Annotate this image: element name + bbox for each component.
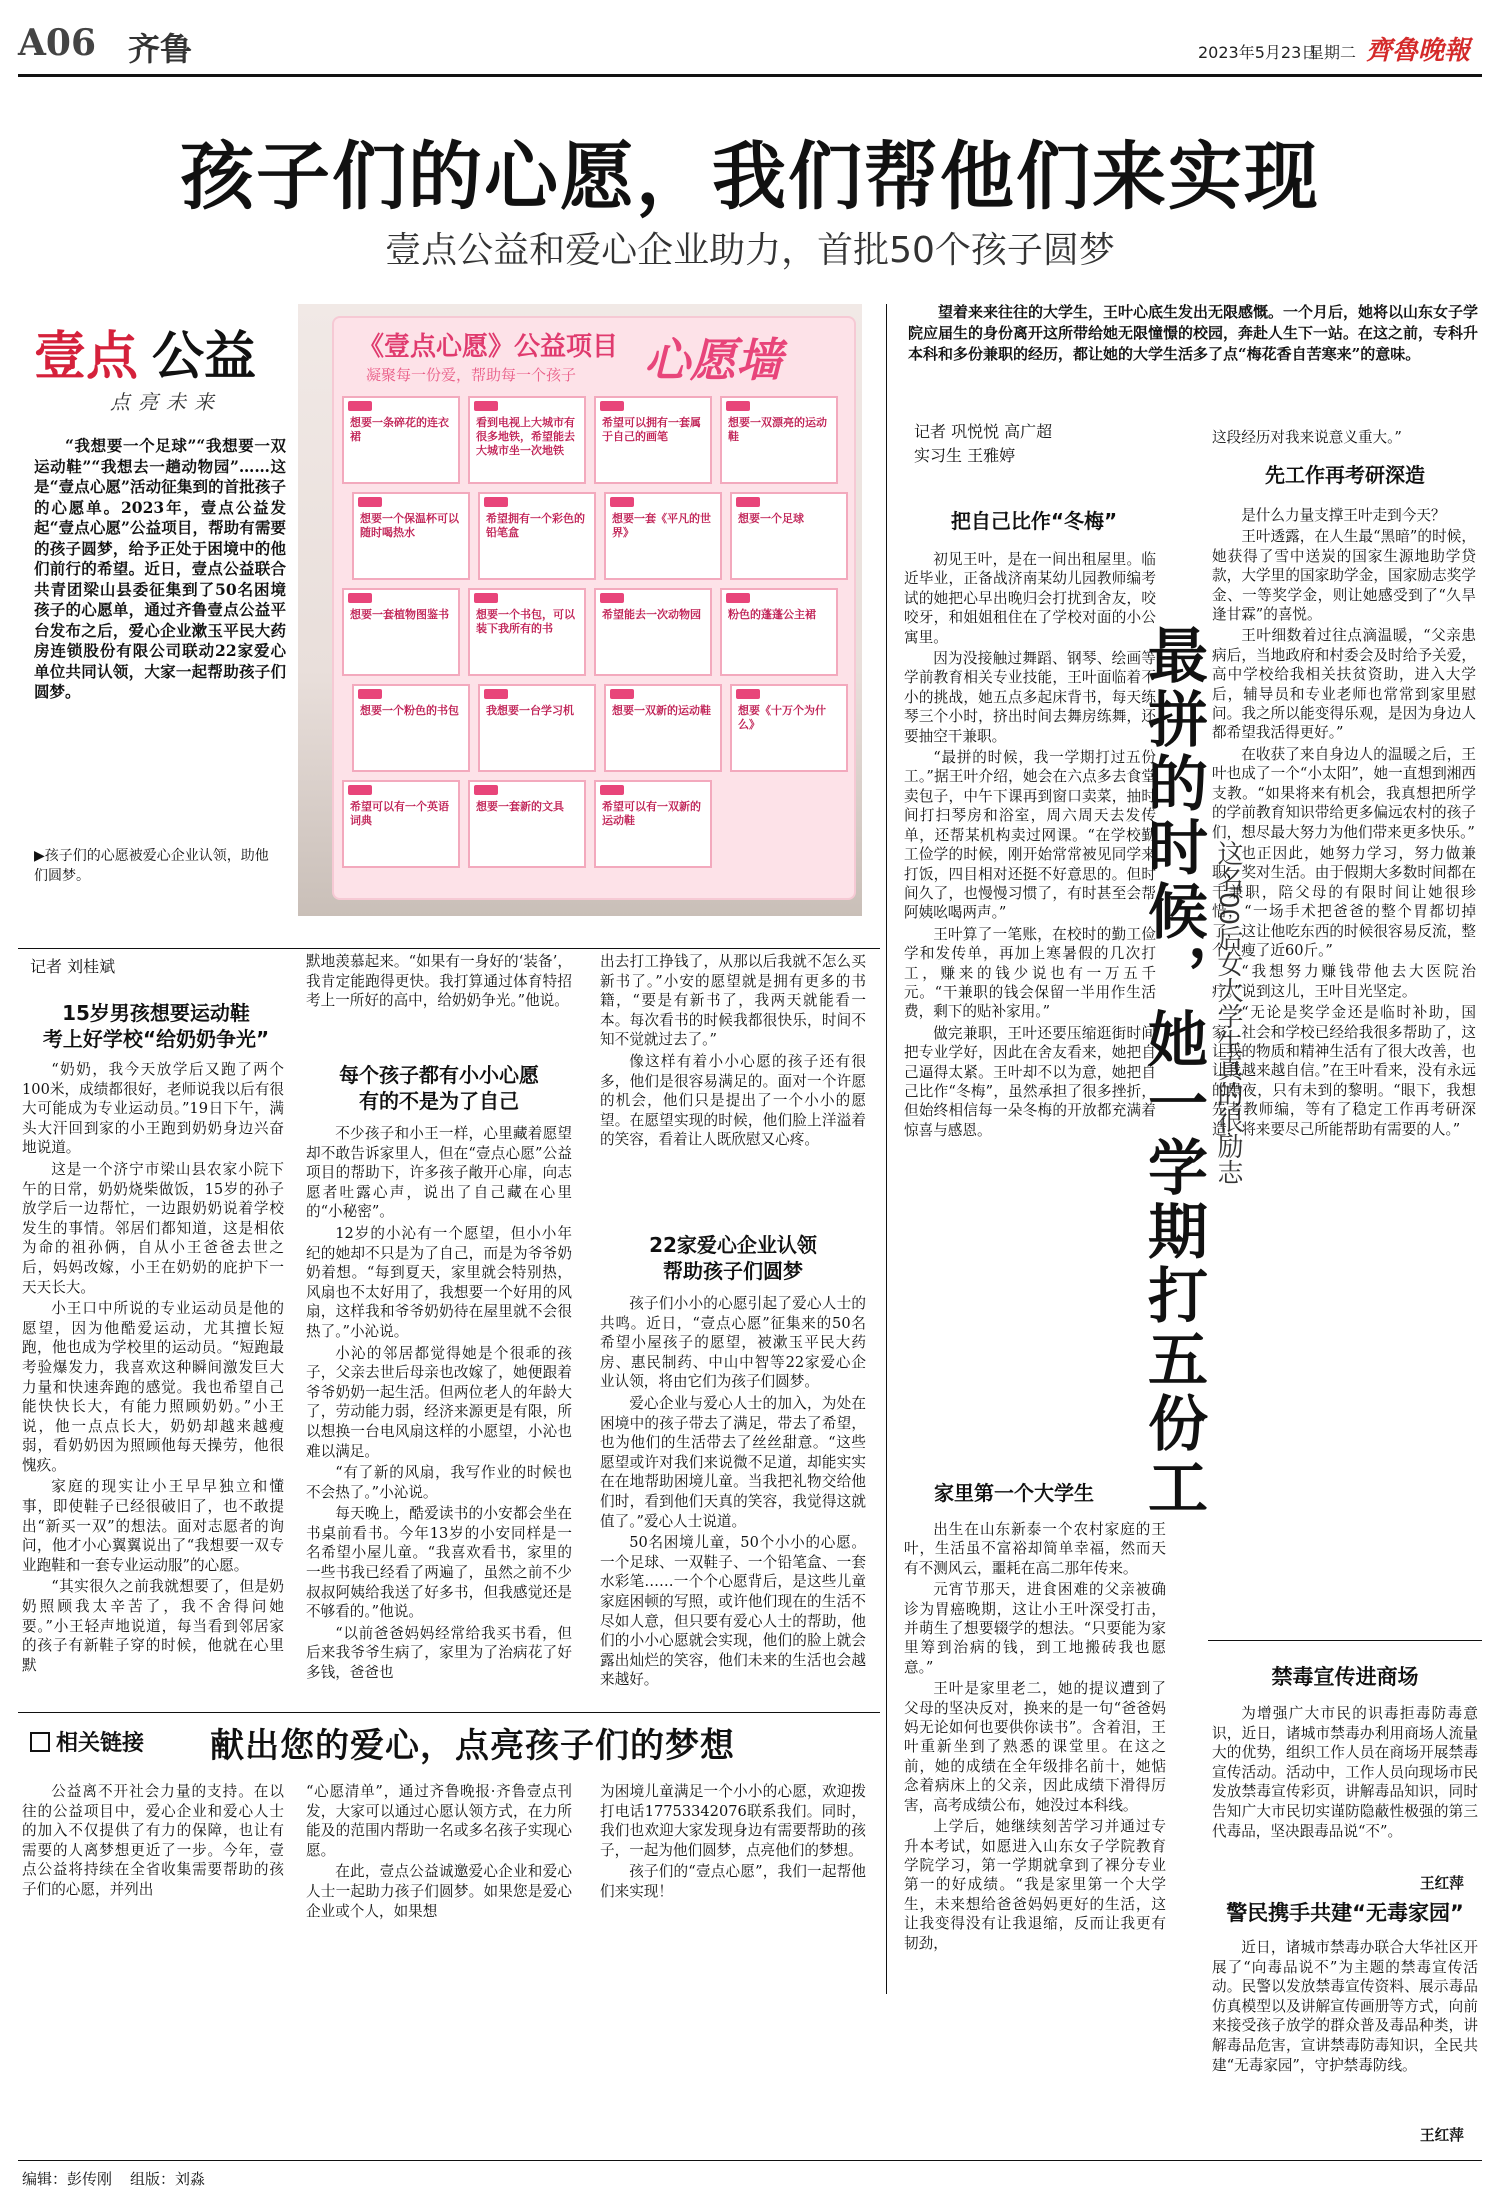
wish-wall-photo [298, 304, 862, 916]
left-subhead-3: 22家爱心企业认领 帮助孩子们圆梦 [649, 1233, 817, 1283]
wish-cards [342, 396, 846, 890]
intro-paragraph: “我想要一个足球”“我想要一双运动鞋”“我想去一趟动物园”……这是“壹点心愿”活动征集到的首批孩子的心愿单。2023年，壹点公益发起“壹点心愿”公益项目，帮助有需要的孩子圆梦，给予正处于困境中的他们前行的希望。近日，壹点公益联合共青团梁山县委征集到了50名困境孩子的心愿单，通过齐鲁壹点公益平台发布之后，爱心企业漱玉平民大药房连锁股份有限公司联动22家爱心单位共同认领，大家一起帮助孩子们圆梦。 [34, 436, 286, 701]
wish-card-tag [358, 497, 382, 507]
wish-card [730, 684, 848, 772]
banner-title: 《壹点心愿》公益项目 [358, 332, 619, 362]
related-box-icon [30, 1732, 50, 1752]
wish-card [594, 780, 712, 868]
sidebar-body-2: 近日，诸城市禁毒办联合大华社区开展了“向毒品说不”为主题的禁毒宣传活动。民警以发放禁毒宣传资料、展示毒品仿真模型以及讲解宣传画册等方式，向前来接受孩子放学的群众普及毒品种类，讲解毒品危害，宣讲禁毒防毒知识，全民共建“无毒家园”，守护禁毒防线。 [1212, 1939, 1478, 2074]
issue-date: 2023年5月23日 [1198, 43, 1318, 62]
right-lead: 望着来来往往的大学生，王叶心底生发出无限感慨。一个月后，她将以山东女子学院应届生的身份离开这所带给她无限憧憬的校园，奔赴人生下一站。在这之前，专科升本科和多份兼职的经历，都让她的大学生活多了点“梅花香自苦寒来”的意味。 [908, 303, 1478, 363]
left-byline: 记者 刘桂斌 [30, 957, 116, 976]
wish-card [720, 588, 838, 676]
wish-card-text: 想要一套新的文具 [476, 800, 564, 813]
logo-yidian: 壹点 [34, 326, 139, 387]
wish-card [342, 396, 460, 484]
page-header [18, 22, 1482, 72]
wish-card-text: 想要一个粉色的书包 [360, 704, 459, 717]
wish-card [594, 396, 712, 484]
left-article-divider [18, 948, 880, 949]
right-subhead-1: 把自己比作“冬梅” [950, 509, 1118, 533]
wish-card-tag [474, 785, 498, 795]
wish-card-text: 想要一双漂亮的运动鞋 [728, 416, 827, 443]
wish-card-text: 想要一条碎花的连衣裙 [350, 416, 449, 443]
left-col-3a: 出去打工挣钱了，从那以后我就不怎么买新书了。”小安的愿望就是拥有更多的书籍，“要是有新书了，我两天就能看一本。每次看书的时候我都很快乐，时间不知不觉就过去了。” 像这样有着小小心愿的孩子还有很多，他们是很容易满足的。面对一个许愿的机会，他们只是提出了一个小小的愿望。在愿望实现的时候，他们脸上洋溢着的笑容，看着让人既欣慰又心疼。 [600, 953, 866, 1149]
wish-card-text: 粉色的蓬蓬公主裙 [728, 608, 816, 621]
wish-card-text: 我想要一台学习机 [486, 704, 574, 717]
left-col-2a: 默地羡慕起来。“如果有一身好的‘装备’，我肯定能跑得更快。我打算通过体育特招考上一所好的高中，给奶奶争光。”他说。 [306, 953, 572, 1010]
right-col-2a: 这段经历对我来说意义重大。” [1212, 429, 1402, 446]
yidian-logo [34, 314, 284, 424]
wish-card-text: 想要一双新的运动鞋 [612, 704, 711, 717]
wish-card-tag [474, 593, 498, 603]
sidebar-author-1: 王红萍 [1420, 1875, 1464, 1892]
wish-card-tag [600, 785, 624, 795]
photo-caption: ▶孩子们的心愿被爱心企业认领，助他们圆梦。 [34, 848, 269, 884]
left-subhead-1: 15岁男孩想要运动鞋 考上好学校“给奶奶争光” [42, 1001, 270, 1051]
main-subheadline: 壹点公益和爱心企业助力，首批50个孩子圆梦 [385, 230, 1115, 271]
logo-gongyi: 公益 [152, 326, 257, 387]
right-col-1b: 出生在山东新泰一个农村家庭的王叶，生活虽不富裕却简单幸福，然而天有不测风云，噩耗在高二那年传来。 元宵节那天，进食困难的父亲被确诊为胃癌晚期，这让小王叶深受打击，并萌生了想要辍学的想法。“只要能为家里筹到治病的钱，到工地搬砖我也愿意。” 王叶是家里老二，她的提议遭到了父母的坚决反对，换来的是一句“爸爸妈妈无论如何也要供你读书”。含着泪，王叶重新坐到了熟悉的课堂里。在这之前，她的成绩在全年级排名前十，她惦念着病床上的父亲，因此成绩下滑得厉害，高考成绩公布，她没过本科线。 上学后，她继续刻苦学习并通过专升本考试，如愿进入山东女子学院教育学院学习，第一学期就拿到了裸分专业第一的好成绩。“我是家里第一个大学生，未来想给爸爸妈妈更好的生活，这让我变得没有让我退缩，反而让我更有韧劲， [904, 1521, 1166, 1952]
right-subhead-2: 家里第一个大学生 [934, 1481, 1094, 1505]
wish-card-text: 想要一套《平凡的世界》 [612, 512, 711, 539]
right-col-1a: 初见王叶，是在一间出租屋里。临近毕业，正备战济南某幼儿园教师编考试的她把心早出晚归会打扰到舍友，咬咬牙，和姐姐租住在了学校对面的小公寓里。 因为没接触过舞蹈、钢琴、绘画等学前教育相关专业技能，王叶面临着不小的挑战，她五点多起床背书，每天练琴三个小时，挤出时间去舞房练舞，还要抽空干兼职。 “最拼的时候，我一学期打过五份工。”据王叶介绍，她会在六点多去食堂卖包子，中午下课再到窗口卖菜，抽时间打扫琴房和浴室，周六周天去发传单，还帮某机构卖过网课。“在学校勤工俭学的时候，刚开始常常被见同学来打饭，四目相对还挺不好意思的。但时间久了，也慢慢习惯了，有时甚至会帮阿姨吆喝两声。” 王叶算了一笔账，在校时的勤工俭学和发传单，再加上寒暑假的几次打工，赚来的钱少说也有一万五千元。“干兼职的钱会保留一半用作生活费，剩下的贴补家用。” 做完兼职，王叶还要压缩逛街时间把专业学好，因此在舍友看来，她把自己逼得太紧。王叶却不以为意，她把自己比作“冬梅”，虽然承担了很多挫折，但始终相信每一朵冬梅的开放都充满着惊喜与感恩。 [904, 551, 1156, 1139]
wish-card-text: 想要一个足球 [738, 512, 804, 525]
wish-card-tag [726, 593, 750, 603]
wish-card [468, 780, 586, 868]
related-divider [18, 1712, 880, 1713]
left-subhead-2: 每个孩子都有小小心愿 有的不是为了自己 [339, 1063, 539, 1113]
issue-weekday: 星期二 [1308, 43, 1357, 62]
footer-editor: 编辑：彭传刚 [22, 2170, 113, 2188]
related-col-3: 为困境儿童满足一个小小的心愿，欢迎拨打电话17753342076联系我们。同时，我们也欢迎大家发现身边有需要帮助的孩子，一起为他们圆梦，点亮他们的梦想。 孩子们的“壹点心愿”，我们一起帮他们来实现！ [600, 1783, 866, 1900]
right-subhead-3: 先工作再考研深造 [1265, 463, 1425, 487]
wish-card-tag [736, 689, 760, 699]
left-col-2b: 不少孩子和小王一样，心里藏着愿望却不敢告诉家里人，但在“壹点心愿”公益项目的帮助下，许多孩子敞开心扉，向志愿者吐露心声，说出了自己藏在心里的“小秘密”。 12岁的小沁有一个愿望，但小小年纪的她却不只是为了自己，而是为爷爷奶奶着想。“每到夏天，家里就会特别热，风扇也不太好用了，我想要一个好用的风扇，这样我和爷爷奶奶待在屋里就不会很热了。”小沁说。 小沁的邻居都觉得她是个很乖的孩子，父亲去世后母亲也改嫁了，她便跟着爷爷奶奶一起生活。但两位老人的年龄大了，劳动能力弱，经济来源更是有限，所以想换一台电风扇这样的小愿望，小沁也难以满足。 “有了新的风扇，我写作业的时候也不会热了。”小沁说。 每天晚上，酷爱读书的小安都会坐在书桌前看书。今年13岁的小安同样是一名希望小屋儿童。“我喜欢看书，家里的一些书我已经看了两遍了，虽然之前不少叔叔阿姨给我送了好多书，但我感觉还是不够看的。”他说。 “以前爸爸妈妈经常给我买书看，但后来我爷爷生病了，家里为了治病花了好多钱，爸爸也 [306, 1125, 572, 1682]
related-col-2: “心愿清单”，通过齐鲁晚报·齐鲁壹点刊发，大家可以通过心愿认领方式，在力所能及的范围内帮助一名或多名孩子实现心愿。 在此，壹点公益诚邀爱心企业和爱心人士一起助力孩子们圆梦。如果您是爱心企业或个人，如果想 [306, 1783, 572, 1920]
newspaper-logo: 齊魯晚報 [1366, 36, 1471, 66]
main-headline: 孩子们的心愿，我们帮他们来实现 [180, 134, 1320, 220]
sidebar-headline-1: 禁毒宣传进商场 [1271, 1665, 1419, 1689]
wish-card-tag [358, 689, 382, 699]
feature-title-vertical: 最拼的时候，她一学期打五份工 [1138, 624, 1208, 1520]
wish-card-text: 希望可以有一双新的运动鞋 [602, 800, 701, 827]
wish-card [604, 492, 722, 580]
wish-card [352, 684, 470, 772]
page-number: A06 [18, 22, 97, 64]
logo-tagline: 点亮未来 [110, 390, 222, 414]
related-col-1: 公益离不开社会力量的支持。在以往的公益项目中，爱心企业和爱心人士的加入不仅提供了有力的保障，也让有需要的人离梦想更近了一步。今年，壹点公益将持续在全省收集需要帮助的孩子们的心愿，并列出 [22, 1783, 284, 1898]
wish-card [352, 492, 470, 580]
wish-card-text: 希望可以拥有一套属于自己的画笔 [602, 416, 701, 443]
wish-card [594, 588, 712, 676]
section-name: 齐鲁 [128, 30, 193, 68]
wish-card-tag [736, 497, 760, 507]
wish-card-tag [484, 497, 508, 507]
wish-card-tag [600, 401, 624, 411]
footer-divider [18, 2160, 1482, 2161]
right-byline: 记者 巩悦悦 高广超 实习生 王雅婷 [914, 422, 1053, 465]
wish-card [604, 684, 722, 772]
wish-card-tag [474, 401, 498, 411]
sidebar-headline-2: 警民携手共建“无毒家园” [1226, 1901, 1464, 1925]
wish-card-text: 想要一个保温杯可以随时喝热水 [360, 512, 459, 539]
wish-card-tag [348, 401, 372, 411]
wish-card-tag [610, 497, 634, 507]
footer-design: 组版：刘淼 [130, 2170, 206, 2188]
wish-card [342, 780, 460, 868]
wish-card-text: 想要一套植物图鉴书 [350, 608, 449, 621]
wish-card-tag [348, 785, 372, 795]
feature-subtitle-vertical: 这名00后女大学生真的很励志 [1213, 840, 1243, 1186]
related-title: 献出您的爱心，点亮孩子们的梦想 [210, 1726, 735, 1766]
sidebar-divider [1208, 1640, 1482, 1641]
wish-card [468, 588, 586, 676]
wish-card-text: 想要一个书包，可以装下我所有的书 [476, 608, 575, 635]
wish-card-text: 希望能去一次动物园 [602, 608, 701, 621]
column-divider [886, 304, 887, 1994]
header-divider [18, 74, 1482, 77]
related-label: 相关链接 [30, 1726, 144, 1757]
wall-title: 心愿墙 [644, 333, 782, 387]
wish-card [342, 588, 460, 676]
wish-card-text: 希望拥有一个彩色的铅笔盒 [486, 512, 585, 539]
sidebar-author-2: 王红萍 [1420, 2127, 1464, 2144]
wish-card [468, 396, 586, 484]
right-col-2: 是什么力量支撑王叶走到今天？ 王叶透露，在人生最“黑暗”的时候，她获得了雪中送炭的国家生源地助学贷款，大学里的国家助学金，国家励志奖学金、一等奖学金，则让她感受到了“久旱逢甘霖”的喜悦。 王叶细数着过往点滴温暖，“父亲患病后，当地政府和村委会及时给予关爱，高中学校给我相关扶贫资助，进入大学后，辅导员和专业老师也常常到家里慰问。我之所以能变得乐观，是因为身边人都希望我活得更好。” 在收获了来自身边人的温暖之后，王叶也成了一个“小太阳”，她一直想到湘西支教。“如果将来有机会，我真想把所学的学前教育知识带给更多偏远农村的孩子们，想尽最大努力为他们带来更多快乐。” 也正因此，她努力学习，努力做兼职，奖对生活。由于假期大多数时间都在干兼职，陪父母的有限时间让她很珍惜，“一场手术把爸爸的整个胃都切掉了，这让他吃东西的时候很容易反流，整个人瘦了近60斤。” “我想努力赚钱带他去大医院治疗。”说到这儿，王叶目光坚定。 “无论是奖学金还是临时补助，国家、社会和学校已经给我很多帮助了，这让我的物质和精神生活有了很大改善，也让我越来越自信。”在王叶看来，没有永远的黑夜，只有未到的黎明。“眼下，我想先考教师编，等有了稳定工作再考研深造，将来要尽己所能帮助有需要的人。” [1212, 507, 1476, 1138]
sidebar-body-1: 为增强广大市民的识毒拒毒防毒意识，近日，诸城市禁毒办利用商场人流量大的优势，组织工作人员在商场开展禁毒宣传活动。活动中，工作人员向现场市民发放禁毒宣传彩页，讲解毒品知识，同时告知广大市民切实谨防隐蔽性极强的第三代毒品，坚决跟毒品说“不”。 [1212, 1705, 1478, 1840]
left-col-1: “奶奶，我今天放学后又跑了两个100米，成绩都很好，老师说我以后有很大可能成为专业运动员。”19日下午，满头大汗回到家的小王跑到奶奶身边兴奋地说道。 这是一个济宁市梁山县农家小院下午的日常，奶奶烧柴做饭，15岁的孙子放学后一边帮忙，一边跟奶奶说着学校发生的事情。邻居们都知道，这是相依为命的祖孙俩，自从小王爸爸去世之后，妈妈改嫁，小王在奶奶的庇护下一天天长大。 小王口中所说的专业运动员是他的愿望，因为他酷爱运动，尤其擅长短跑，他也成为学校里的运动员。“短跑最考验爆发力，我喜欢这种瞬间激发巨大力量和快速奔跑的感觉。我也希望自己能快快长大，有能力照顾奶奶。”小王说，他一点点长大，奶奶却越来越瘦弱，看奶奶因为照顾他每天操劳，他很愧疚。 家庭的现实让小王早早独立和懂事，即使鞋子已经很破旧了，也不敢提出“新买一双”的想法。面对志愿者的询问，他才小心翼翼说出了“我想要一双专业跑鞋和一套专业运动服”的心愿。 “其实很久之前我就想要了，但是奶奶照顾我太辛苦了，我不舍得问她要。”小王轻声地说道，每当看到邻居家的孩子有新鞋子穿的时候，他就在心里默 [22, 1061, 284, 1674]
wish-card-text: 看到电视上大城市有很多地铁，希望能去大城市坐一次地铁 [476, 416, 575, 457]
wish-card [478, 684, 596, 772]
left-col-3b: 孩子们小小的心愿引起了爱心人士的共鸣。近日，“壹点心愿”征集来的50名希望小屋孩子的愿望，被漱玉平民大药房、惠民制药、中山中智等22家爱心企业认领，将由它们为孩子们圆梦。 爱心企业与爱心人士的加入，为处在困境中的孩子带去了满足，带去了希望，也为他们的生活带去了丝丝甜意。“这些愿望或许对我们来说微不足道，却能实实在在地帮助困境儿童。当我把礼物交给他们时，看到他们天真的笑容，我觉得这就值了。”爱心人士说道。 50名困境儿童，50个小小的心愿。一个足球、一双鞋子、一个铅笔盒、一套水彩笔……一个个心愿背后，是这些儿童家庭困顿的写照，或许他们现在的生活不尽如人意，但只要有爱心人士的帮助，他们的小小心愿就会实现，他们的脸上就会露出灿烂的笑容，他们未来的生活也会越来越好。 [600, 1295, 866, 1689]
wish-card-text: 想要《十万个为什么》 [738, 704, 826, 731]
wish-card [720, 396, 838, 484]
banner-subtitle: 凝聚每一份爱，帮助每一个孩子 [366, 366, 577, 384]
wish-card-tag [600, 593, 624, 603]
wish-card-tag [726, 401, 750, 411]
wish-card [478, 492, 596, 580]
wish-card [730, 492, 848, 580]
wish-card-tag [484, 689, 508, 699]
wish-card-tag [610, 689, 634, 699]
wish-card-text: 希望可以有一个英语词典 [350, 800, 449, 827]
wish-card-tag [348, 593, 372, 603]
